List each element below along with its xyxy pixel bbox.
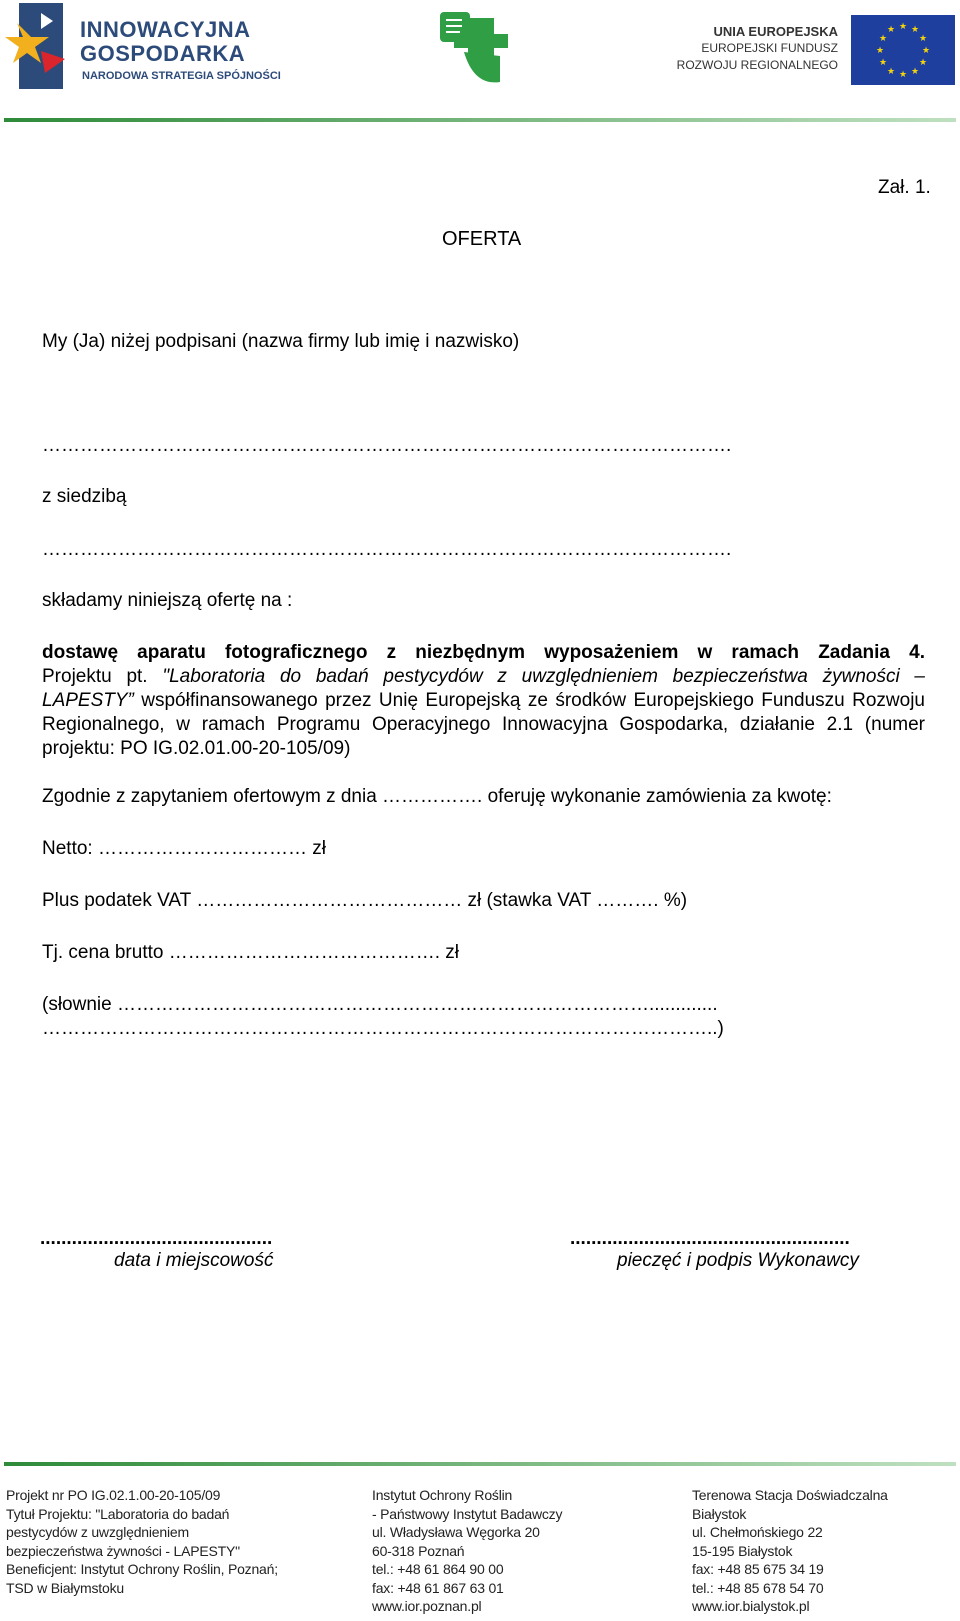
footer-line: Beneficjent: Instytut Ochrony Roślin, Poznań; — [6, 1561, 278, 1577]
svg-text:★: ★ — [918, 34, 928, 44]
svg-text:★: ★ — [910, 25, 920, 35]
svg-text:★: ★ — [878, 34, 888, 44]
inquiry-line: Zgodnie z zapytaniem ofertowym z dnia ……………. oferuję wykonanie zamówienia za kwotę: — [42, 786, 832, 807]
footer-line: TSD w Białymstoku — [6, 1579, 124, 1596]
footer-line: pestycydów z uwzględnieniem — [6, 1524, 189, 1540]
date-place-signature-line: ............................................ — [40, 1228, 273, 1249]
svg-text:★: ★ — [886, 25, 896, 35]
attachment-number: Zał. 1. — [878, 177, 931, 198]
seat-field: ………………………………………………………………………………………………. — [42, 539, 732, 560]
amount-in-words-line2: ……………………………………………………………………………………………..) — [42, 1018, 724, 1039]
company-name-field: ………………………………………………………………………………………………. — [42, 435, 732, 456]
footer-line: Projekt nr PO IG.02.1.00-20-105/09 — [6, 1487, 221, 1503]
svg-text:★: ★ — [918, 58, 928, 68]
innowacyjna-gospodarka-logo-icon — [5, 3, 67, 91]
footer-station-address — [692, 1486, 888, 1616]
offer-subject-body — [42, 665, 925, 761]
contractor-signature-line: ..................................................... — [570, 1228, 850, 1249]
seat-label: z siedzibą — [42, 486, 127, 507]
svg-text:★: ★ — [886, 67, 896, 77]
svg-text:★: ★ — [898, 70, 908, 80]
eu-flag-icon — [851, 15, 955, 85]
ig-logo-subtitle: NARODOWA STRATEGIA SPÓJNOŚCI — [82, 70, 281, 82]
ig-logo-title-line1: INNOWACYJNA — [80, 17, 251, 42]
intro-text: My (Ja) niżej podpisani (nazwa firmy lub imię i nazwisko) — [42, 331, 520, 352]
footer-line: tel.: +48 85 678 54 70 — [692, 1579, 824, 1596]
footer-divider — [4, 1462, 956, 1466]
ig-logo-title-line2: GOSPODARKA — [80, 41, 246, 66]
footer-line: www.ior.poznan.pl — [372, 1598, 482, 1614]
netto-line: Netto: …………………………… zł — [42, 838, 326, 859]
brutto-line: Tj. cena brutto ……………………………………. zł — [42, 942, 460, 963]
footer-line: Instytut Ochrony Roślin — [372, 1487, 513, 1503]
eu-logo-line3: ROZWOJU REGIONALNEGO — [676, 58, 838, 72]
footer-line: ul. Chełmońskiego 22 — [692, 1524, 823, 1540]
svg-text:★: ★ — [878, 58, 888, 68]
footer-line: ul. Władysława Węgorka 20 — [372, 1524, 540, 1540]
eu-logo-text — [660, 23, 838, 74]
offer-subject-bold: dostawę aparatu fotograficznego z niezbędnym wyposażeniem w ramach Zadania 4. — [42, 642, 925, 663]
page-title: OFERTA — [442, 228, 522, 250]
svg-text:★: ★ — [910, 67, 920, 77]
offer-intro: składamy niniejszą ofertę na : — [42, 590, 293, 611]
svg-text:★: ★ — [875, 46, 885, 56]
footer-institute-address — [372, 1486, 562, 1616]
offer-subject — [42, 641, 925, 761]
footer-line: Białystok — [692, 1505, 747, 1522]
footer-line: bezpieczeństwa żywności - LAPESTY" — [6, 1542, 240, 1559]
footer-line: fax: +48 61 867 63 01 — [372, 1579, 504, 1596]
amount-in-words-line1: (słownie …………………………………………………………………………............. — [42, 994, 718, 1015]
eu-logo-line2: EUROPEJSKI FUNDUSZ — [701, 41, 838, 55]
ig-logo-title — [80, 18, 251, 66]
svg-text:★: ★ — [921, 46, 931, 56]
footer-line: tel.: +48 61 864 90 00 — [372, 1561, 504, 1577]
footer-line: - Państwowy Instytut Badawczy — [372, 1505, 563, 1522]
footer-line: fax: +48 85 675 34 19 — [692, 1561, 824, 1577]
eu-logo-line1: UNIA EUROPEJSKA — [713, 24, 838, 39]
footer-line: www.ior.bialystok.pl — [692, 1598, 810, 1614]
footer-line: 15-195 Białystok — [692, 1542, 793, 1559]
header-divider — [4, 118, 956, 122]
offer-subject-pre: Projektu pt. — [42, 666, 163, 687]
project-title: "Laboratoria do badań pestycydów z uwzględnieniem bezpieczeństwa żywności – LAPESTY” — [42, 666, 925, 711]
footer-line: 60-318 Poznań — [372, 1542, 465, 1559]
offer-subject-rest: współfinansowanego przez Unię Europejską ze środków Europejskiego Funduszu Rozwoju Regionalnego, w ramach Programu Operacyjnego Innowacyjna Gospodarka, działanie 2.1 (numer projektu: PO IG.02.01.00-20-105/09) — [42, 690, 925, 759]
footer-project-info — [6, 1486, 278, 1597]
plant-protection-institute-logo-icon — [440, 12, 512, 86]
contractor-signature-label: pieczęć i podpis Wykonawcy — [617, 1250, 859, 1271]
footer-line: Terenowa Stacja Doświadczalna — [692, 1487, 888, 1503]
footer-line: Tytuł Projektu: "Laboratoria do badań — [6, 1505, 230, 1522]
date-place-label: data i miejscowość — [114, 1250, 274, 1271]
vat-line: Plus podatek VAT …………………………………… zł (stawka VAT ………. %) — [42, 890, 688, 911]
svg-text:★: ★ — [898, 22, 908, 32]
